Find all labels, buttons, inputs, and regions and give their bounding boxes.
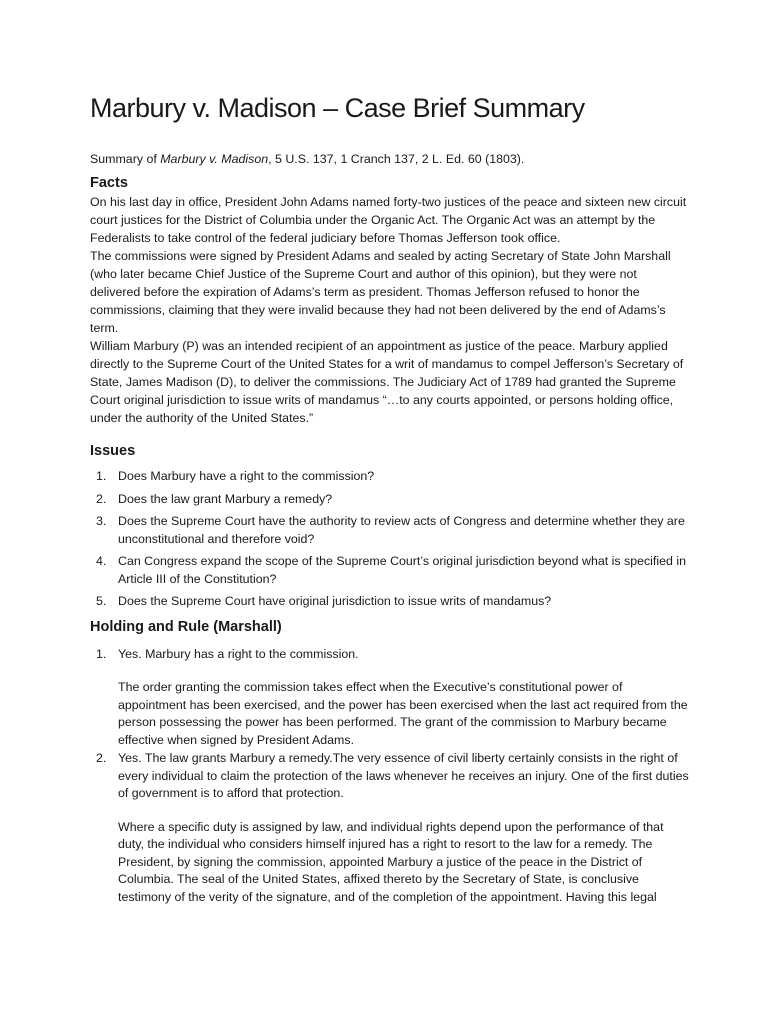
issue-number: 3. [96,514,107,528]
holding-text: Yes. Marbury has a right to the commission. [118,646,359,661]
holding-number: 2. [96,751,107,765]
issues-list [90,468,690,611]
issue-number: 1. [96,469,107,483]
issue-number: 2. [96,491,107,506]
issue-text: Does Marbury have a right to the commission? [118,469,375,483]
holding-text: Yes. The law grants Marbury a remedy.The very essence of civil liberty certainly consists in the right of every individual to claim the protection of the laws whenever he receives an injury. One of the first duties of government is to afford that protection. [118,751,689,800]
issue-item [90,513,690,548]
issue-text: Does the Supreme Court have original jurisdiction to issue writs of mandamus? [118,594,552,608]
document-page [90,88,690,907]
holding-item [90,646,690,750]
facts-paragraph: On his last day in office, President John Adams named forty-two justices of the peace and sixteen new circuit court justices for the District of Columbia under the Organic Act. The Organic Act was an attempt by the Federalists to take control of the federal judiciary before Thomas Jefferson took office. [90,195,687,245]
citation-prefix: Summary of [90,152,161,166]
holding-number: 1. [96,646,107,661]
issue-item [90,553,690,588]
facts-heading: Facts [90,175,128,191]
holding-heading: Holding and Rule (Marshall) [90,618,282,635]
facts-paragraph: The commissions were signed by President Adams and sealed by acting Secretary of State John Marshall (who later became Chief Justice of the Supreme Court and author of this opinion), but they were not delivered before the expiration of Adams’s term as president. Thomas Jefferson refused to honor the commissions, claiming that they were invalid because they had not been delivered by the end of Adams’s term. [90,249,671,335]
issue-item [90,593,690,611]
holding-explanation: Where a specific duty is assigned by law, and individual rights depend upon the performance of that duty, the individual who considers himself injured has a right to resort to the law for a remedy. The President, by signing the commission, appointed Marbury a justice of the peace in the District of Columbia. The seal of the United States, affixed thereto by the Secretary of State, is conclusive testimony of the verity of the signature, and of the completion of the appointment. Having this legal [118,819,664,904]
issue-item [90,491,690,509]
issue-text: Does the law grant Marbury a remedy? [118,491,333,506]
holding-list [90,646,690,907]
issue-item [90,468,690,486]
page-title: Marbury v. Madison – Case Brief Summary [90,93,585,123]
citation-case-name: Marbury v. Madison [160,152,269,166]
holding-item [90,750,690,906]
facts-paragraph: William Marbury (P) was an intended recipient of an appointment as justice of the peace. Marbury applied directly to the Supreme Court of the United States for a writ of mandamus to compel Jefferson’s Secretary of State, James Madison (D), to deliver the commissions. The Judiciary Act of 1789 had granted the Supreme Court original jurisdiction to issue writs of mandamus “…to any courts appointed, or persons holding office, under the authority of the United States.” [90,339,684,425]
case-citation [90,151,690,168]
holding-explanation: The order granting the commission takes effect when the Executive’s constitutional power of appointment has been exercised, and the power has been exercised when the last act required from the person possessing the power has been performed. The grant of the commission to Marbury became effective when signed by President Adams. [118,680,688,747]
issue-text: Can Congress expand the scope of the Supreme Court’s original jurisdiction beyond what is specified in Article III of the Constitution? [118,554,686,586]
issue-number: 4. [96,554,107,568]
citation-suffix: , 5 U.S. 137, 1 Cranch 137, 2 L. Ed. 60 (1803). [268,152,525,166]
issue-number: 5. [96,594,107,608]
issue-text: Does the Supreme Court have the authority to review acts of Congress and determine whether they are unconstitutional and therefore void? [118,514,685,546]
issues-heading: Issues [90,443,136,459]
